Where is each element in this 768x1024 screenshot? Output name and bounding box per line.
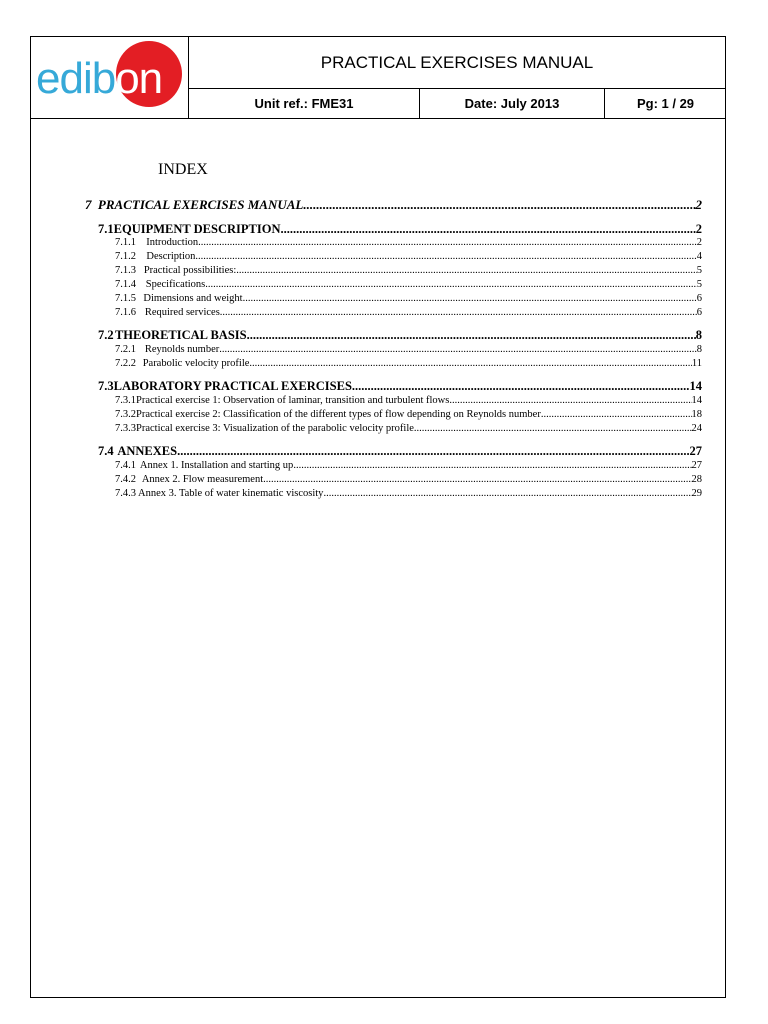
toc-entry-number: 7.3.3	[115, 423, 136, 434]
toc-entry-page: 28	[691, 474, 702, 485]
toc-entry-title: Practical exercise 2: Classification of the different types of flow depending on Reynolds number	[136, 409, 541, 420]
toc-entry[interactable]	[98, 328, 702, 343]
toc-entry[interactable]	[115, 488, 702, 499]
document-date: Date: July 2013	[419, 89, 604, 118]
toc-entry-title: THEORETICAL BASIS	[114, 328, 247, 342]
toc-entry-page: 8	[696, 344, 702, 355]
toc-leader-dots	[293, 460, 691, 471]
page-number: Pg: 1 / 29	[604, 89, 726, 118]
toc-entry-number: 7.1	[98, 222, 114, 236]
toc-entry-title: Specifications	[145, 279, 206, 290]
toc-entry-page: 6	[696, 307, 702, 318]
toc-entry-title: Introduction	[146, 237, 199, 248]
toc-entry-title: LABORATORY PRACTICAL EXERCISES	[113, 379, 352, 393]
toc-leader-dots	[249, 358, 691, 369]
header-divider	[31, 118, 725, 119]
toc-entry-number: 7.2.1	[115, 344, 136, 355]
toc-entry-title: Dimensions and weight	[143, 293, 243, 304]
toc-leader-dots	[449, 395, 691, 406]
toc-entry-title: Annex 2. Flow measurement	[141, 474, 264, 485]
toc-entry-number: 7.4.1	[115, 460, 136, 471]
logo-wordmark	[36, 49, 162, 109]
toc-entry[interactable]	[115, 460, 702, 471]
toc-entry-page: 14	[689, 379, 702, 393]
toc-entry-number: 7.3.2	[115, 409, 136, 420]
toc-leader-dots	[414, 423, 692, 434]
toc-entry[interactable]	[85, 197, 702, 213]
toc-entry-page: 11	[691, 358, 702, 369]
toc-entry[interactable]	[115, 344, 702, 355]
toc-entry[interactable]	[98, 222, 702, 237]
toc-entry[interactable]	[115, 265, 702, 276]
toc-entry-number: 7.1.2	[115, 251, 136, 262]
toc-leader-dots	[198, 237, 697, 248]
toc-leader-dots	[352, 379, 690, 394]
toc-entry-page: 29	[691, 488, 702, 499]
toc-entry-number: 7.1.4	[115, 279, 136, 290]
toc-entry[interactable]	[115, 409, 702, 420]
toc-entry-page: 8	[695, 328, 702, 342]
toc-leader-dots	[541, 409, 692, 420]
toc-entry-number: 7.4.2	[115, 474, 136, 485]
toc-leader-dots	[280, 222, 695, 237]
toc-leader-dots	[220, 307, 697, 318]
toc-entry[interactable]	[115, 358, 702, 369]
toc-leader-dots	[205, 279, 697, 290]
toc-entry-page: 24	[691, 423, 702, 434]
document-header	[31, 37, 725, 118]
toc-entry-title: Annex 3. Table of water kinematic viscosity	[138, 488, 324, 499]
toc-entry-title: Practical exercise 1: Observation of laminar, transition and turbulent flows	[136, 395, 450, 406]
toc-leader-dots	[243, 293, 697, 304]
toc-entry-title: Parabolic velocity profile	[142, 358, 250, 369]
toc-entry[interactable]	[115, 474, 702, 485]
toc-entry-page: 2	[695, 222, 702, 236]
toc-entry-number: 7	[85, 197, 92, 212]
toc-entry-title: Required services	[144, 307, 220, 318]
toc-leader-dots	[219, 344, 696, 355]
toc-entry-page: 4	[696, 251, 702, 262]
toc-entry[interactable]	[115, 279, 702, 290]
toc-entry[interactable]	[115, 293, 702, 304]
toc-leader-dots	[177, 444, 689, 459]
toc-entry[interactable]	[115, 251, 702, 262]
toc-leader-dots	[263, 474, 691, 485]
toc-entry-number: 7.3	[98, 379, 114, 393]
toc-entry-number: 7.2	[98, 328, 114, 342]
toc-entry-title: EQUIPMENT DESCRIPTION	[113, 222, 281, 236]
toc-entry-page: 2	[696, 237, 702, 248]
toc-entry-page: 2	[695, 197, 702, 212]
toc-entry-title: ANNEXES	[117, 444, 178, 458]
toc-entry[interactable]	[98, 444, 702, 459]
unit-ref: Unit ref.: FME31	[254, 96, 354, 111]
toc-entry-number: 7.3.1	[115, 395, 136, 406]
toc-entry-number: 7.1.1	[115, 237, 136, 248]
toc-leader-dots	[195, 251, 696, 262]
header-meta-row	[188, 89, 725, 118]
toc-leader-dots	[323, 488, 691, 499]
toc-entry[interactable]	[115, 307, 702, 318]
toc-entry-page: 5	[696, 279, 702, 290]
toc-entry-number: 7.1.5	[115, 293, 136, 304]
toc-entry-number: 7.2.2	[115, 358, 136, 369]
toc-entry-title: Practical possibilities:	[143, 265, 237, 276]
toc-entry-page: 27	[691, 460, 702, 471]
toc-entry-title: Practical exercise 3: Visualization of the parabolic velocity profile	[136, 423, 414, 434]
toc-entry[interactable]	[98, 379, 702, 394]
toc-leader-dots	[303, 197, 695, 213]
toc-entry-page: 27	[689, 444, 702, 458]
toc-entry-title: PRACTICAL EXERCISES MANUAL	[97, 197, 304, 212]
toc-entry-title: Reynolds number	[144, 344, 220, 355]
toc-leader-dots	[236, 265, 696, 276]
toc-entry-number: 7.1.6	[115, 307, 136, 318]
toc-entry-number: 7.4.3	[115, 488, 136, 499]
toc-entry-page: 14	[691, 395, 702, 406]
logo-text-on: on	[115, 54, 163, 103]
toc-entry-page: 6	[696, 293, 702, 304]
toc-entry-title: Annex 1. Installation and starting up	[139, 460, 294, 471]
toc-entry-number: 7.1.3	[115, 265, 136, 276]
toc-leader-dots	[247, 328, 696, 343]
toc-entry-page: 18	[691, 409, 702, 420]
toc-entry-title: Description	[146, 251, 196, 262]
toc-entry[interactable]	[115, 237, 702, 248]
toc-entry[interactable]	[115, 423, 702, 434]
logo-text-main: edib	[36, 54, 116, 103]
toc-entry[interactable]	[115, 395, 702, 406]
index-heading: INDEX	[158, 161, 208, 178]
page-frame	[30, 36, 726, 998]
edibon-logo	[31, 37, 188, 118]
manual-title: PRACTICAL EXERCISES MANUAL	[188, 37, 725, 89]
toc-entry-page: 5	[696, 265, 702, 276]
toc-entry-number: 7.4	[98, 444, 114, 458]
